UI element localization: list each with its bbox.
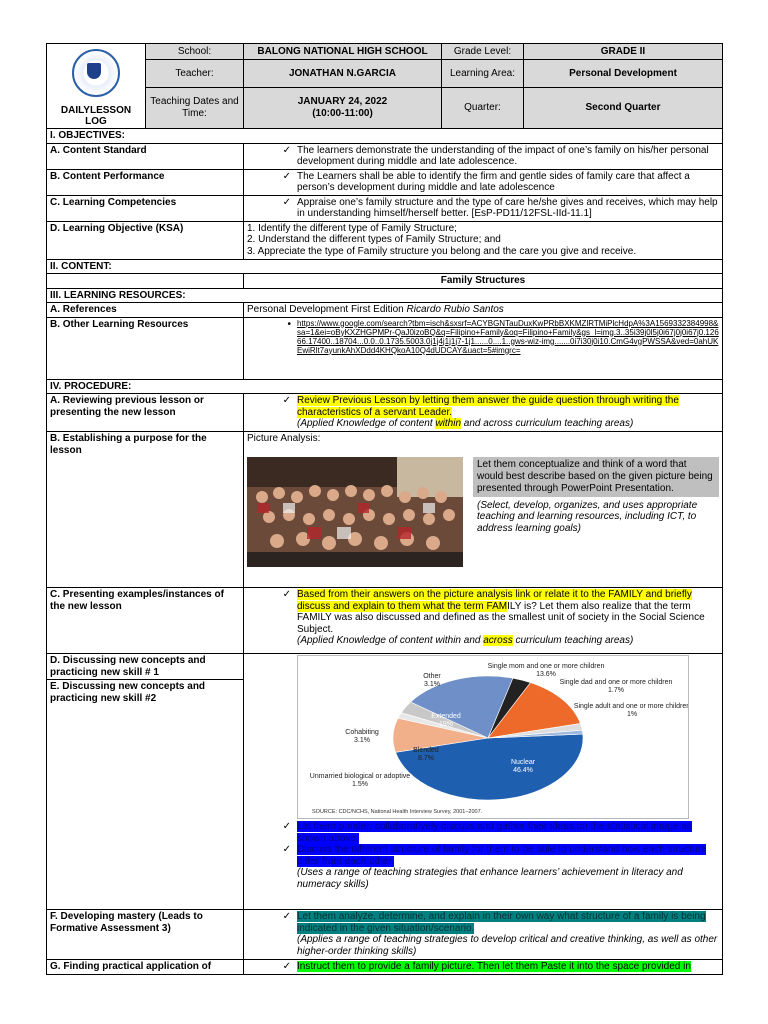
reference-author: Ricardo Rubio Santos (406, 304, 504, 315)
check-icon: ✓ (282, 395, 291, 406)
content-standard-text: The learners demonstrate the understanding of the impact of one’s family on his/her personal development during middle and late adolescence. (297, 144, 709, 167)
pie-label-single-dad-and-one-or-more-children: Single dad and one or more children 1.7% (559, 679, 673, 694)
check-icon: ✓ (282, 170, 291, 182)
content-performance-text: The Learners shall be able to identify the firm and gentle sides of family care that affect a person’s development during middle and late adolescence (297, 170, 690, 193)
ksa (244, 221, 723, 259)
mastery-note: (Applies a range of teaching strategies to develop critical and creative thinking, as well as other higher-order thinking skills) (297, 934, 718, 957)
competencies-label: C. Learning Competencies (47, 195, 244, 221)
ksa-label: D. Learning Objective (KSA) (47, 221, 244, 259)
log-title: DAILYLESSON LOG (60, 105, 132, 127)
presenting-label: C. Presenting examples/instances of the new lesson (47, 588, 244, 654)
references (244, 303, 723, 318)
logo-cell (47, 44, 146, 129)
check-icon: ✓ (282, 589, 291, 600)
pie-label-unmarried-biological-or-adoptive: Unmarried biological or adoptive 1.5% (309, 773, 411, 788)
reviewing-note-b: and across curriculum teaching areas) (461, 418, 634, 429)
competencies (244, 195, 723, 221)
quarter: Second Quarter (524, 87, 723, 128)
school-label: School: (146, 44, 244, 60)
dates-label: Teaching Dates and Time: (146, 87, 244, 128)
presenting-note-b: curriculum teaching areas) (512, 635, 634, 646)
ksa-item-3: 3. Appreciate the type of Family structure you belong and the care you give and receive. (247, 245, 637, 257)
family-photo (247, 457, 463, 567)
mastery-label: F. Developing mastery (Leads to Formative Assessment 3) (47, 910, 244, 960)
discussing-item-2: Discuss the different structure of family for them to be able to understand how each structure differ from each other. (297, 844, 707, 867)
discussing-note: (Uses a range of teaching strategies that enhance learners’ achievement in literacy and numeracy skills) (297, 867, 683, 890)
application-text: Instruct them to provide a family picture. Then let them Paste it into the space provided in (297, 961, 691, 972)
pie-svg (298, 656, 688, 818)
teaching-date (244, 87, 442, 128)
reviewing (244, 394, 723, 432)
resource-link[interactable]: https://www.google.com/search?tbm=isch&sxsrf=ACYBGNTauDuxKwPRbBXKMZlRTMiPlcHdpA%3A1569332384998&sa=1&ei=oByKXZHGPMPr-QaJ0izoBQ&q=Filipino+Family&oq=Filipino+Family&gs_l=img.3..35i39j0l5j0i67j0j0i67j0.12666.17400..18704...0.0..0.1735.5003.0j1j4j1j1j7-1j1......0....1..gws-wiz-img.......0i7i30j0i10.CmG4vgPWSSA&ved=0ahUKEwiRlt7ayunkAhXDdd4KHQkoA10Q4dUDCAY&uact=5#imgrc= (297, 318, 719, 355)
teacher-label: Teacher: (146, 59, 244, 87)
reviewing-note-hl: within (435, 418, 462, 429)
application (244, 960, 723, 975)
content-standard-label: A. Content Standard (47, 143, 244, 169)
picture-caption: Let them conceptualize and think of a word that would best describe based on the given picture being presented through PowerPoint Presentation. (473, 457, 719, 497)
objectives-heading: I. OBJECTIVES: (47, 129, 723, 144)
content-performance-label: B. Content Performance (47, 169, 244, 195)
other-resources (244, 317, 723, 379)
family-structure-pie-chart (297, 655, 689, 819)
presenting-text: ILY is? Let them also realize that the term FAMILY was also discussed and defined as the smallest unit of society in the Social Science Subject. (297, 600, 705, 635)
discussing-content (244, 654, 723, 910)
check-icon: ✓ (282, 196, 291, 208)
purpose-label: B. Establishing a purpose for the lesson (47, 432, 244, 588)
presenting (244, 588, 723, 654)
resources-heading: III. LEARNING RESOURCES: (47, 288, 723, 303)
content-performance (244, 169, 723, 195)
lesson-log-table (46, 43, 723, 975)
bullet-icon: • (287, 318, 291, 330)
time-text: (10:00-11:00) (312, 107, 373, 119)
check-icon: ✓ (282, 821, 291, 832)
ksa-item-1: 1. Identify the different type of Family Structure; (247, 222, 457, 234)
discussing-item-1: Let them ponder, collaboratively discuss and gather their ideas on the statistical image as shown above. (297, 821, 692, 844)
check-icon: ✓ (282, 144, 291, 156)
reference-title: Personal Development First Edition (247, 304, 404, 315)
pie-label-single-adult-and-one-or-more-children: Single adult and one or more children 1% (573, 703, 688, 718)
mastery-text: Let them analyze, determine, and explain in their own way what structure of a family is being indicated in the given situation/scenario. (297, 911, 706, 934)
learning-area: Personal Development (524, 59, 723, 87)
chart-source: SOURCE: CDC/NCHS, National Health Interview Survey, 2001–2007. (312, 809, 483, 815)
pie-label-nuclear: Nuclear 46.4% (510, 759, 536, 774)
other-resources-label: B. Other Learning Resources (47, 317, 244, 379)
content-topic: Family Structures (244, 274, 723, 289)
mastery (244, 910, 723, 960)
quarter-label: Quarter: (442, 87, 524, 128)
reviewing-text: Review Previous Lesson by letting them answer the guide question through writing the characteristics of a servant Leader. (297, 395, 679, 418)
presenting-text-hl: Based from their answers on the picture analysis link or relate it to the FAMILY and briefly discuss and explain to them what the term FAM (297, 589, 692, 612)
check-icon: ✓ (282, 844, 291, 855)
pie-label-other: Other 3.1% (423, 673, 441, 688)
pie-label-cohabiting: Cohabiting 3.1% (345, 729, 379, 744)
pie-label-blended: Blended 8.7% (413, 747, 439, 762)
grade-label: Grade Level: (442, 44, 524, 60)
deped-seal-icon (72, 49, 120, 97)
presenting-note-hl: across (483, 635, 513, 646)
procedure-heading: IV. PROCEDURE: (47, 379, 723, 394)
reviewing-label: A. Reviewing previous lesson or presenting the new lesson (47, 394, 244, 432)
check-icon: ✓ (282, 961, 291, 972)
content-blank (47, 274, 244, 289)
pie-label-extended: Extended 19% (431, 713, 461, 728)
reviewing-note-a: (Applied Knowledge of content (297, 418, 436, 429)
check-icon: ✓ (282, 911, 291, 922)
lesson-log-page (46, 43, 722, 975)
discussing-1-label: D. Discussing new concepts and practicing new skill # 1 (47, 654, 244, 680)
picture-note: (Select, develop, organizes, and uses appropriate teaching and learning resources, including ICT, to address learning goals) (477, 499, 698, 534)
grade-level: GRADE II (524, 44, 723, 60)
discussing-2-label: E. Discussing new concepts and practicing new skill #2 (47, 680, 244, 910)
picture-analysis-intro: Picture Analysis: (247, 433, 321, 444)
teacher-name: JONATHAN N.GARCIA (244, 59, 442, 87)
references-label: A. References (47, 303, 244, 318)
pie-label-single-mom-and-one-or-more-children: Single mom and one or more children 13.6% (487, 663, 605, 678)
competencies-text: Appraise one’s family structure and the type of care he/she gives and receives, which may help in understanding himself/herself better. [EsP-PD11/12FSL-IId-11.1] (297, 196, 718, 219)
ksa-item-2: 2. Understand the different types of Family Structure; and (247, 234, 501, 245)
purpose (244, 432, 723, 588)
area-label: Learning Area: (442, 59, 524, 87)
content-heading: II. CONTENT: (47, 259, 723, 274)
presenting-note-a: (Applied Knowledge of content within and (297, 635, 484, 646)
date-text: JANUARY 24, 2022 (297, 96, 388, 108)
content-standard (244, 143, 723, 169)
application-label: G. Finding practical application of (47, 960, 244, 975)
school-name: BALONG NATIONAL HIGH SCHOOL (244, 44, 442, 60)
